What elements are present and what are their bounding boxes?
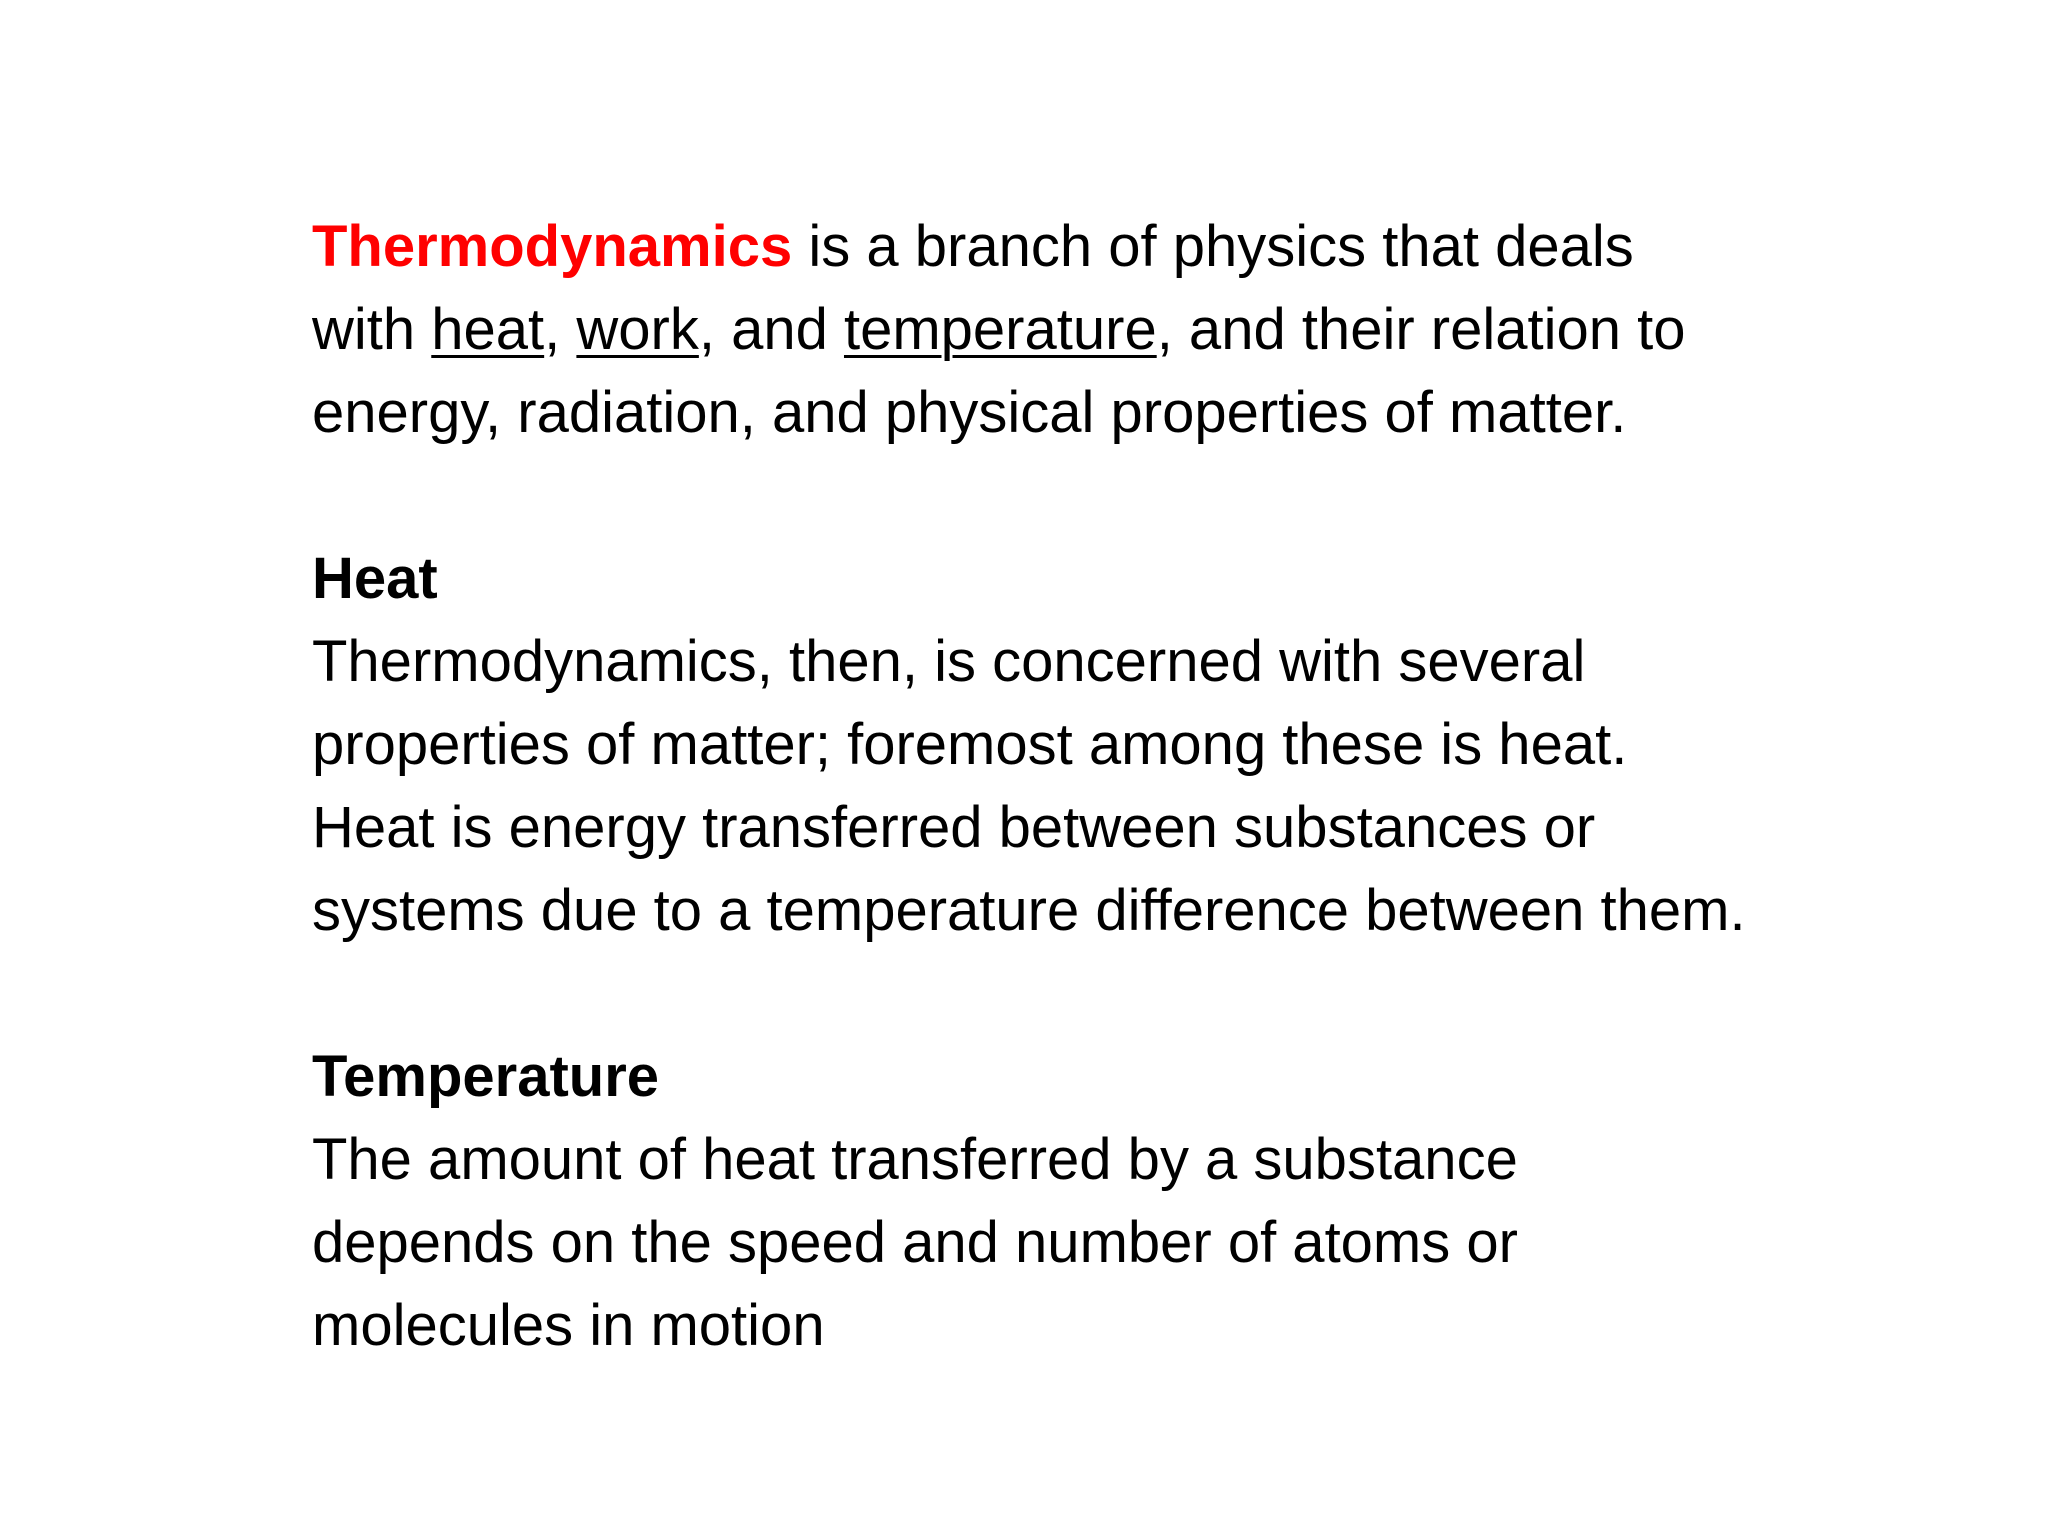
term-thermodynamics: Thermodynamics xyxy=(312,214,793,279)
intro-separator-1: , xyxy=(544,297,577,362)
paragraph-temperature: The amount of heat transferred by a substance depends on the speed and number of atoms or molecules in motion xyxy=(312,1127,1518,1358)
heading-heat: Heat xyxy=(312,546,438,611)
underlined-work: work xyxy=(576,297,699,362)
intro-text-part-2: , and their relation to energy, radiation, and physical properties of matter. xyxy=(312,297,1686,445)
heading-temperature: Temperature xyxy=(312,1044,660,1109)
underlined-heat: heat xyxy=(431,297,545,362)
slide-content xyxy=(312,205,1752,1367)
spacer xyxy=(312,952,1752,1035)
intro-separator-2: , and xyxy=(698,297,844,362)
intro-paragraph xyxy=(312,205,1752,454)
underlined-temperature: temperature xyxy=(843,297,1157,362)
paragraph-heat: Thermodynamics, then, is concerned with several properties of matter; foremost among these is heat. Heat is energy transferred between substances or systems due to a temperature difference between them. xyxy=(312,629,1746,943)
spacer xyxy=(312,454,1752,537)
intro-text-part-1: is a branch of physics that deals with xyxy=(312,214,1634,362)
